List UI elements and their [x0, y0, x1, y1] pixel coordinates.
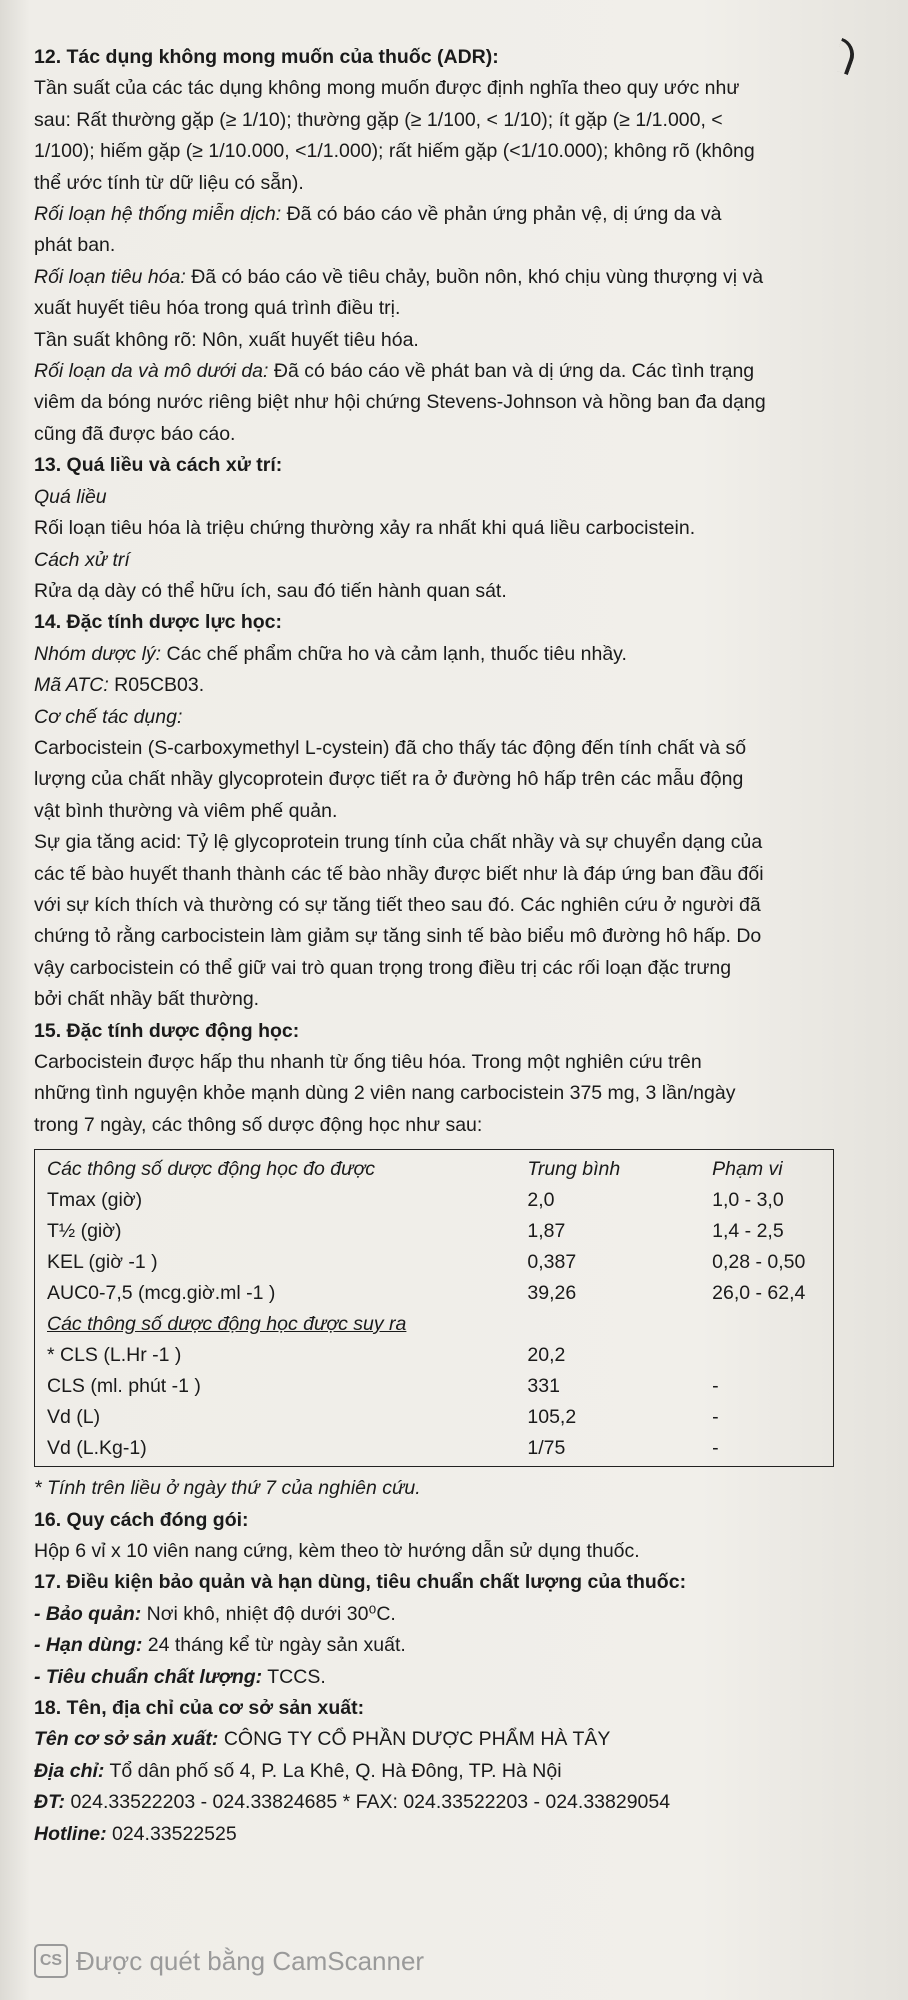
name-label: Tên cơ sở sản xuất:	[34, 1728, 219, 1751]
gi-disorders	[34, 262, 874, 293]
param-cell: AUC0-7,5 (mcg.giờ.ml -1 )	[47, 1282, 276, 1305]
adr-frequency-line-3: 1/100); hiếm gặp (≥ 1/10.000, <1/1.000); rất hiếm gặp (<1/10.000); không rõ (không	[34, 140, 755, 163]
param-cell: Tmax (giờ)	[47, 1189, 143, 1212]
manufacturer-hotline	[34, 1819, 874, 1850]
gi-text-1: Đã có báo cáo về tiêu chảy, buồn nôn, khó chịu vùng thượng vị và	[185, 265, 764, 288]
range-cell: 0,28 - 0,50	[712, 1251, 806, 1274]
section-14-heading: 14. Đặc tính dược lực học:	[34, 611, 282, 634]
section-15-heading: 15. Đặc tính dược động học:	[34, 1019, 300, 1042]
treatment-text: Rửa dạ dày có thể hữu ích, sau đó tiến hành quan sát.	[34, 579, 507, 602]
name-text: CÔNG TY CỔ PHẦN DƯỢC PHẨM HÀ TÂY	[218, 1728, 611, 1751]
table-header-row	[47, 1154, 823, 1185]
immune-text-1: Đã có báo cáo về phản ứng phản vệ, dị ứng da và	[281, 203, 722, 226]
packaging-text: Hộp 6 vỉ x 10 viên nang cứng, kèm theo tờ hướng dẫn sử dụng thuốc.	[34, 1540, 640, 1563]
pk-line-3: trong 7 ngày, các thông số dược động học như sau:	[34, 1113, 483, 1136]
immune-text-2: phát ban.	[34, 234, 116, 257]
atc-text: R05CB03.	[108, 674, 205, 697]
acid-line-1: Sự gia tăng acid: Tỷ lệ glycoprotein trung tính của chất nhầy và sự chuyển dạng của	[34, 831, 763, 854]
pk-parameters-table	[34, 1149, 834, 1467]
header-parameter: Các thông số dược động học đo được	[47, 1158, 375, 1181]
overdose-label: Quá liều	[34, 485, 107, 508]
immune-disorders	[34, 199, 874, 230]
mechanism-line-1: Carbocistein (S-carboxymethyl L-cystein) đã cho thấy tác động đến tính chất và số	[34, 736, 747, 759]
expiry-text: 24 tháng kể từ ngày sản xuất.	[142, 1634, 406, 1657]
immune-label: Rối loạn hệ thống miễn dịch:	[34, 203, 282, 226]
skin-disorders	[34, 356, 874, 387]
mean-cell: 0,387	[527, 1251, 577, 1274]
mean-cell: 105,2	[527, 1406, 577, 1429]
overdose-text: Rối loạn tiêu hóa là triệu chứng thường xảy ra nhất khi quá liều carbocistein.	[34, 517, 696, 540]
table-row	[47, 1216, 823, 1247]
param-cell: Vd (L.Kg-1)	[47, 1437, 147, 1460]
gi-text-2: xuất huyết tiêu hóa trong quá trình điều trị.	[34, 297, 401, 320]
standard-text: TCCS.	[262, 1665, 326, 1688]
table-row	[47, 1278, 823, 1309]
table-row	[47, 1247, 823, 1278]
acid-line-2: các tế bào huyết thanh thành các tế bào nhầy được biết như là đáp ứng ban đầu đối	[34, 862, 764, 885]
manufacturer-name	[34, 1724, 874, 1755]
acid-line-5: vậy carbocistein có thể giữ vai trò quan trọng trong điều trị các rối loạn đặc trưng	[34, 956, 732, 979]
param-cell: CLS (ml. phút -1 )	[47, 1375, 201, 1398]
address-label: Địa chỉ:	[34, 1759, 105, 1782]
mean-cell: 39,26	[527, 1282, 577, 1305]
treatment-label: Cách xử trí	[34, 548, 130, 571]
pharmacologic-group	[34, 639, 874, 670]
standard-label: - Tiêu chuẩn chất lượng:	[34, 1665, 263, 1688]
expiry	[34, 1630, 874, 1661]
table-row	[47, 1185, 823, 1216]
camscanner-icon: CS	[34, 1944, 68, 1978]
param-cell: Vd (L)	[47, 1406, 101, 1429]
table-row	[47, 1402, 823, 1433]
quality-standard	[34, 1662, 874, 1693]
skin-text-3: cũng đã được báo cáo.	[34, 422, 236, 445]
expiry-label: - Hạn dùng:	[34, 1634, 143, 1657]
range-cell: -	[712, 1375, 719, 1398]
section-12-heading: 12. Tác dụng không mong muốn của thuốc (ADR):	[34, 46, 499, 68]
derived-header-row	[47, 1309, 823, 1340]
section-18-heading: 18. Tên, địa chỉ của cơ sở sản xuất:	[34, 1697, 365, 1720]
manufacturer-phone	[34, 1787, 874, 1818]
skin-label: Rối loạn da và mô dưới da:	[34, 360, 269, 383]
mean-cell: 20,2	[527, 1344, 566, 1367]
table-row	[47, 1433, 823, 1464]
param-cell: T½ (giờ)	[47, 1220, 122, 1243]
header-mean: Trung bình	[527, 1158, 621, 1181]
mean-cell: 331	[527, 1375, 560, 1398]
storage	[34, 1599, 874, 1630]
manufacturer-address	[34, 1756, 874, 1787]
adr-frequency-line-4: thể ước tính từ dữ liệu có sẵn).	[34, 171, 304, 194]
mechanism-line-2: lượng của chất nhầy glycoprotein được tiết ra ở đường hô hấp trên các mẫu động	[34, 768, 744, 791]
range-cell: -	[712, 1406, 719, 1429]
section-13-heading: 13. Quá liều và cách xử trí:	[34, 454, 283, 477]
phone-text: 024.33522203 - 024.33824685 * FAX: 024.33522203 - 024.33829054	[65, 1791, 671, 1814]
gi-label: Rối loạn tiêu hóa:	[34, 265, 186, 288]
hotline-label: Hotline:	[34, 1822, 107, 1845]
frequency-unknown: Tần suất không rõ: Nôn, xuất huyết tiêu hóa.	[34, 328, 419, 351]
pk-line-1: Carbocistein được hấp thu nhanh từ ống tiêu hóa. Trong một nghiên cứu trên	[34, 1051, 702, 1073]
table-row	[47, 1340, 823, 1371]
leaflet-content	[34, 42, 874, 1850]
adr-frequency-line-2: sau: Rất thường gặp (≥ 1/10); thường gặp (≥ 1/100, < 1/10); ít gặp (≥ 1/1.000, <	[34, 108, 723, 131]
skin-text-2: viêm da bóng nước riêng biệt như hội chứng Stevens-Johnson và hồng ban đa dạng	[34, 391, 766, 414]
mechanism-label: Cơ chế tác dụng:	[34, 705, 183, 728]
watermark-text: Được quét bằng CamScanner	[76, 1945, 425, 1976]
storage-text: Nơi khô, nhiệt độ dưới 30⁰C.	[141, 1602, 396, 1625]
table-row	[47, 1371, 823, 1402]
range-cell: 1,0 - 3,0	[712, 1189, 784, 1212]
range-cell: 1,4 - 2,5	[712, 1220, 784, 1243]
param-cell: KEL (giờ -1 )	[47, 1251, 158, 1274]
mean-cell: 1,87	[527, 1220, 566, 1243]
camscanner-watermark	[34, 1944, 424, 1978]
acid-line-6: bởi chất nhầy bất thường.	[34, 988, 260, 1011]
acid-line-3: với sự kích thích và thường có sự tăng tiết theo sau đó. Các nghiên cứu ở người đã	[34, 893, 761, 916]
section-16-heading: 16. Quy cách đóng gói:	[34, 1508, 249, 1531]
atc-code	[34, 670, 874, 701]
derived-header: Các thông số dược động học được suy ra	[47, 1313, 407, 1336]
phone-label: ĐT:	[34, 1791, 66, 1814]
storage-label: - Bảo quản:	[34, 1602, 142, 1625]
table-footnote: * Tính trên liều ở ngày thứ 7 của nghiên cứu.	[34, 1477, 421, 1500]
pk-line-2: những tình nguyện khỏe mạnh dùng 2 viên nang carbocistein 375 mg, 3 lần/ngày	[34, 1082, 736, 1105]
mean-cell: 1/75	[527, 1437, 566, 1460]
mechanism-line-3: vật bình thường và viêm phế quản.	[34, 799, 338, 822]
acid-line-4: chứng tỏ rằng carbocistein làm giảm sự tăng sinh tế bào biểu mô đường hô hấp. Do	[34, 925, 762, 948]
range-cell: 26,0 - 62,4	[712, 1282, 806, 1305]
group-label: Nhóm dược lý:	[34, 642, 162, 665]
section-17-heading: 17. Điều kiện bảo quản và hạn dùng, tiêu chuẩn chất lượng của thuốc:	[34, 1571, 687, 1594]
hotline-text: 024.33522525	[106, 1822, 237, 1845]
mean-cell: 2,0	[527, 1189, 555, 1212]
group-text: Các chế phẩm chữa ho và cảm lạnh, thuốc tiêu nhầy.	[161, 642, 627, 665]
adr-frequency-line-1: Tần suất của các tác dụng không mong muốn được định nghĩa theo quy ước như	[34, 77, 740, 100]
address-text: Tổ dân phố số 4, P. La Khê, Q. Hà Đông, TP. Hà Nội	[104, 1759, 562, 1782]
skin-text-1: Đã có báo cáo về phát ban và dị ứng da. Các tình trạng	[268, 360, 755, 383]
param-cell: * CLS (L.Hr -1 )	[47, 1344, 182, 1367]
atc-label: Mã ATC:	[34, 674, 109, 697]
range-cell: -	[712, 1437, 719, 1460]
header-range: Phạm vi	[712, 1158, 783, 1181]
